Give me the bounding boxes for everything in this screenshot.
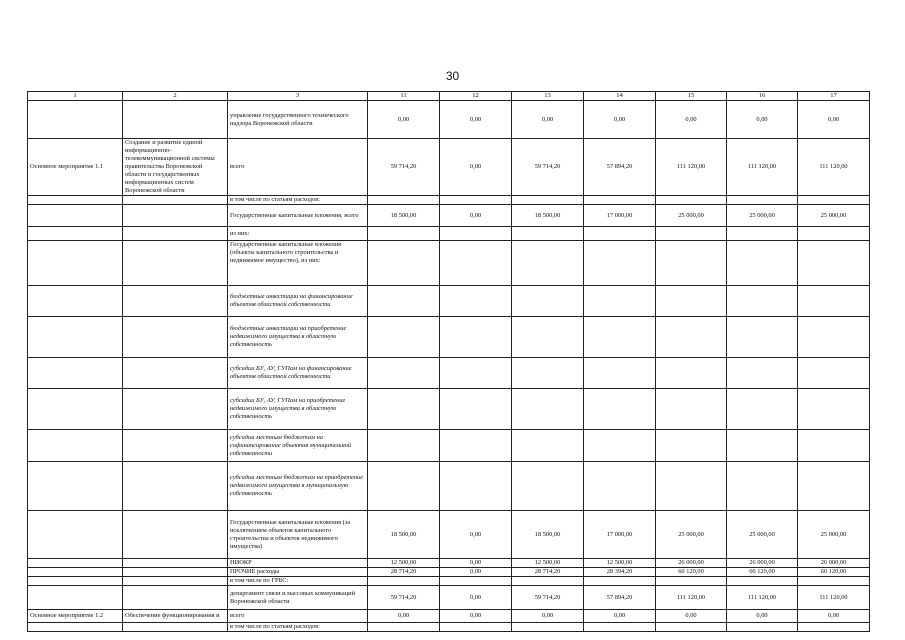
value-cell: 0,00 [584,101,656,139]
value-cell: 0,00 [656,610,727,623]
value-cell: 17 000,00 [584,205,656,227]
value-cell: 111 120,00 [656,586,727,610]
table-row [28,101,870,139]
value-cell: 0,00 [798,101,870,139]
table-row [28,196,870,205]
value-cell: 0,00 [727,610,798,623]
value-cell: 12 500,00 [368,559,440,568]
table-row [28,568,870,577]
value-cell: 0,00 [440,610,512,623]
row-label: из них: [228,227,368,241]
value-cell: 0,00 [368,101,440,139]
activity-name-cell: Создание и развитие единой информационно-телекоммуникационной системы правительства Воронежской области и государственных информационных систем Воронежской области [123,139,228,196]
value-cell: 18 500,00 [368,205,440,227]
table-row [28,462,870,511]
value-cell: 28 714,20 [368,568,440,577]
row-label: субсидии БУ, АУ, ГУПам на приобретение недвижимого имущества в областную собственность [228,389,368,430]
row-label: бюджетные инвестиции на приобретение недвижимого имущества в областную собственность [228,317,368,358]
value-cell: 0,00 [368,610,440,623]
row-label: субсидии местным бюджетам на приобретение недвижимого имущества в муниципальную собственность [228,462,368,511]
table-row [28,227,870,241]
value-cell: 0,00 [727,101,798,139]
value-cell: 59 714,20 [368,586,440,610]
value-cell: 0,00 [440,586,512,610]
value-cell: 25 000,00 [656,205,727,227]
value-cell: 0,00 [512,610,584,623]
row-label: управление государственного технического надзора Воронежской области [228,101,368,139]
value-cell: 111 120,00 [798,139,870,196]
row-label: Государственные капитальные вложения, всего [228,205,368,227]
column-header: 13 [512,92,584,101]
value-cell: 59 714,20 [512,139,584,196]
value-cell: 59 714,20 [368,139,440,196]
activity-cell: Основное мероприятие 1.2 [28,610,123,623]
table-row [28,577,870,586]
table-header-row [28,92,870,101]
row-label: ПРОЧИЕ расходы [228,568,368,577]
table-row [28,389,870,430]
value-cell: 25 000,00 [727,205,798,227]
value-cell: 12 500,00 [584,559,656,568]
value-cell: 60 120,00 [727,568,798,577]
row-label: всего [228,610,368,623]
table-row [28,286,870,317]
value-cell: 0,00 [440,139,512,196]
table-row [28,623,870,632]
row-label: в том числе по статьям расходов: [228,623,368,632]
value-cell: 0,00 [440,511,512,559]
value-cell: 18 500,00 [368,511,440,559]
value-cell: 26 000,00 [727,559,798,568]
value-cell: 26 000,00 [656,559,727,568]
activity-name-cell [123,101,228,139]
value-cell: 0,00 [512,101,584,139]
value-cell: 0,00 [440,559,512,568]
column-header: 3 [228,92,368,101]
value-cell: 111 120,00 [727,586,798,610]
row-label: субсидии БУ, АУ, ГУПам на финансирование объектов областной собственности [228,358,368,389]
value-cell: 25 000,00 [798,205,870,227]
value-cell: 60 120,00 [656,568,727,577]
table-row [28,586,870,610]
column-header: 14 [584,92,656,101]
value-cell: 28 714,20 [512,568,584,577]
column-header: 12 [440,92,512,101]
value-cell: 59 714,20 [512,586,584,610]
value-cell: 57 894,20 [584,139,656,196]
value-cell: 18 500,00 [512,511,584,559]
value-cell: 12 500,00 [512,559,584,568]
row-label: в том числе по статьям расходов: [228,196,368,205]
table-row [28,241,870,286]
value-cell: 17 000,00 [584,511,656,559]
column-header: 2 [123,92,228,101]
value-cell: 0,00 [584,610,656,623]
value-cell: 57 894,20 [584,586,656,610]
value-cell: 0,00 [440,205,512,227]
column-header: 17 [798,92,870,101]
column-header: 11 [368,92,440,101]
table-row [28,205,870,227]
value-cell: 25 000,00 [798,511,870,559]
value-cell: 25 000,00 [727,511,798,559]
value-cell: 0,00 [440,101,512,139]
activity-cell: Основное мероприятие 1.1 [28,139,123,196]
value-cell: 111 120,00 [727,139,798,196]
table-row [28,317,870,358]
row-label: в том числе по ГРБС: [228,577,368,586]
table-row [28,358,870,389]
budget-table [27,91,870,632]
value-cell: 111 120,00 [798,586,870,610]
row-label: Государственные капитальные вложения (объекты капитального строительства и недвижимое имущество), из них: [228,241,368,286]
value-cell: 28 394,20 [584,568,656,577]
value-cell: 0,00 [798,610,870,623]
row-label: департамент связи и массовых коммуникаций Воронежской области [228,586,368,610]
row-label: бюджетные инвестиции на финансирование объектов областной собственности [228,286,368,317]
row-label: Государственные капитальные вложения (за исключением объектов капитального строительства и объектов недвижимого имущества) [228,511,368,559]
value-cell: 18 500,00 [512,205,584,227]
row-label: субсидии местным бюджетам на софинансирование объектов муниципальной собственности [228,430,368,462]
column-header: 15 [656,92,727,101]
activity-cell [28,101,123,139]
activity-name-cell: Обеспечение функционирования и [123,610,228,623]
row-label: всего [228,139,368,196]
column-header: 16 [727,92,798,101]
value-cell: 25 000,00 [656,511,727,559]
page-number: 30 [445,69,460,83]
table-row [28,511,870,559]
column-header: 1 [28,92,123,101]
table-row [28,559,870,568]
value-cell: 0,00 [440,568,512,577]
table-row [28,430,870,462]
value-cell: 60 120,00 [798,568,870,577]
value-cell: 111 120,00 [656,139,727,196]
table-row [28,610,870,623]
row-label: НИОКР [228,559,368,568]
value-cell: 26 000,00 [798,559,870,568]
table-row [28,139,870,196]
value-cell: 0,00 [656,101,727,139]
